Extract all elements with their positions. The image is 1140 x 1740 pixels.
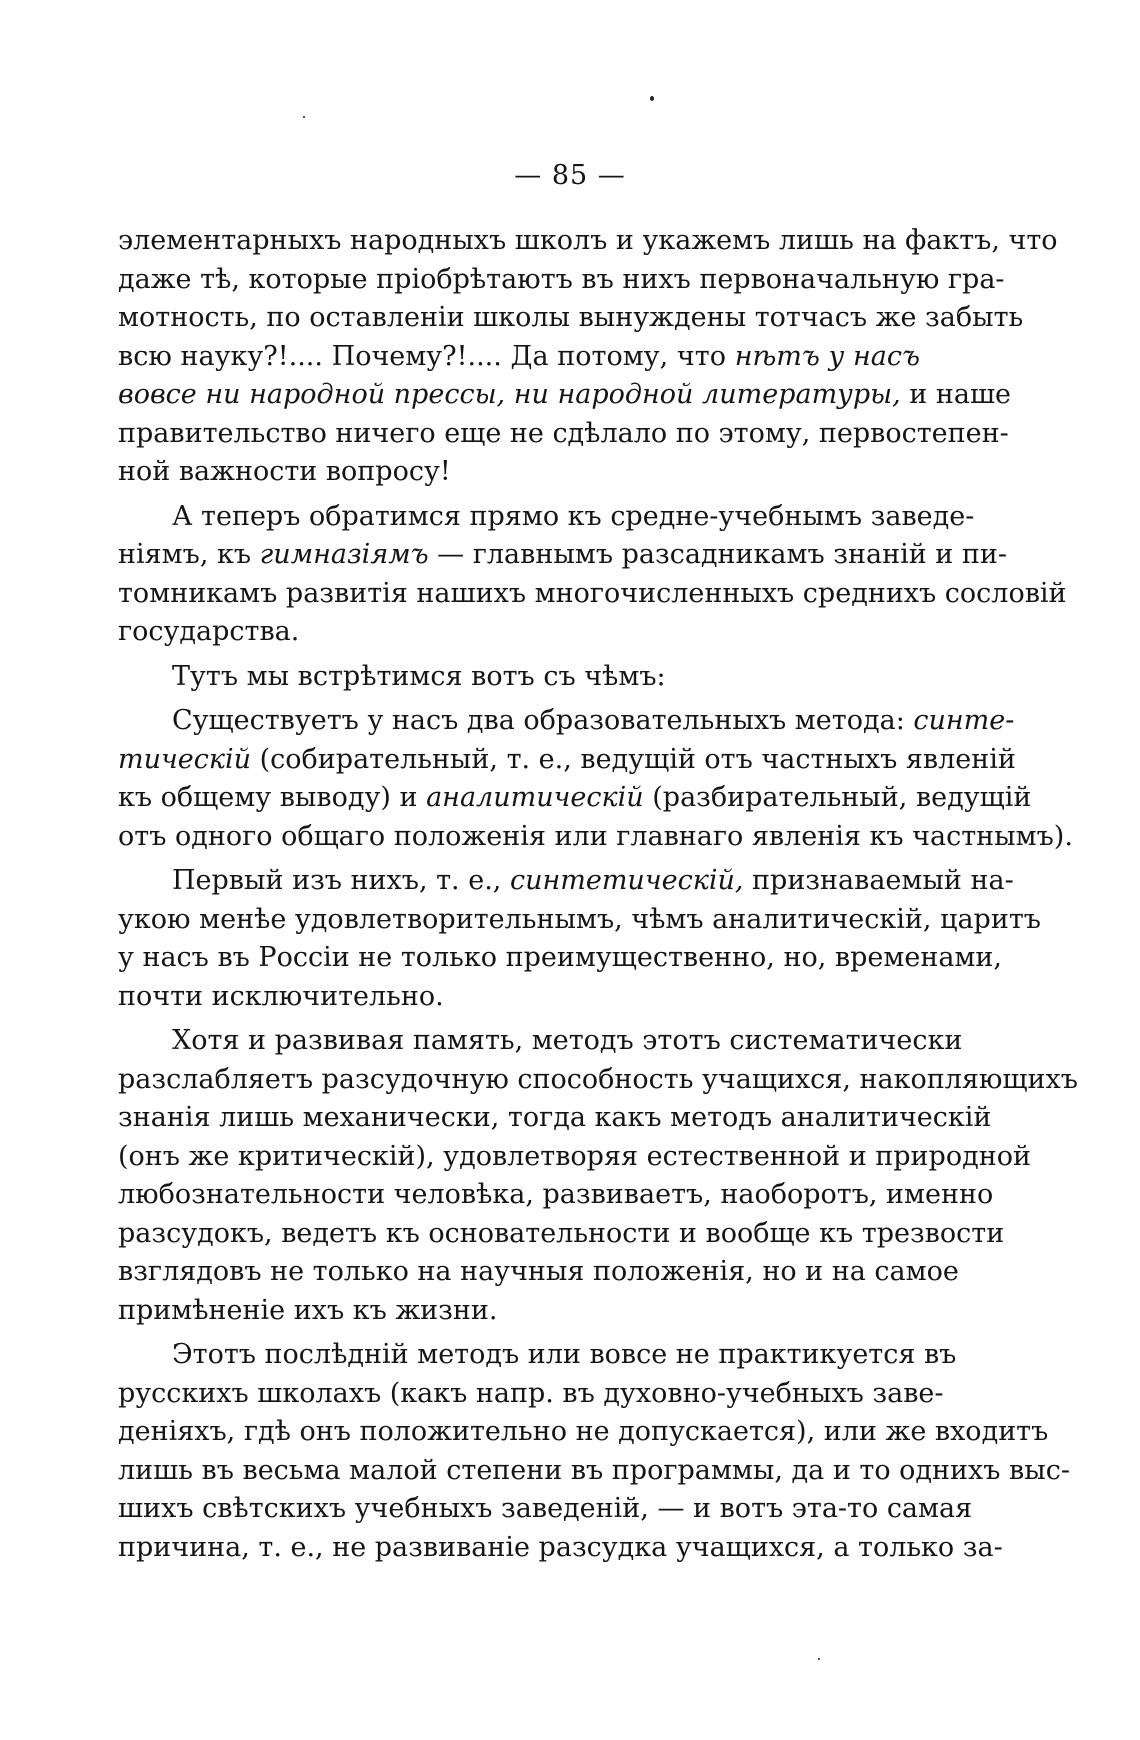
text-line <box>118 613 920 652</box>
text-segment: примѣненіе ихъ къ жизни. <box>118 1294 498 1326</box>
text-line <box>118 299 1024 338</box>
text-line <box>118 702 1015 741</box>
text-segment: почти исключительно. <box>118 980 444 1012</box>
text-segment: и наше <box>900 379 1012 410</box>
text-line <box>118 1176 994 1215</box>
text-line <box>118 1061 1078 1100</box>
text-segment: Тутъ мы встрѣтимся вотъ съ чѣмъ: <box>172 660 666 692</box>
text-line <box>118 338 920 377</box>
paragraph <box>118 862 1041 1016</box>
text-segment: у насъ въ Россіи не только преимущественно, но, временами, <box>118 942 1002 973</box>
text-segment: разсудокъ, ведетъ къ основательности и вообще къ трезвости <box>118 1217 1005 1249</box>
text-line <box>118 978 920 1017</box>
text-segment: Этотъ послѣдній методъ или вовсе не практикуется въ <box>172 1339 957 1370</box>
text-line <box>118 1336 957 1375</box>
page-number: — 85 — <box>514 160 626 191</box>
text-segment: знанія лишь механически, тогда какъ методъ аналитическій <box>118 1102 992 1133</box>
italic-text: тическій <box>118 743 252 775</box>
print-speck <box>303 116 305 118</box>
text-line <box>118 575 1067 614</box>
italic-text: гимназіямъ <box>259 539 429 570</box>
text-line <box>118 862 1014 901</box>
print-speck <box>650 96 654 101</box>
text-line <box>118 415 1009 454</box>
text-segment: шихъ свѣтскихъ учебныхъ заведеній, — и вотъ эта-то самая <box>118 1493 973 1524</box>
text-segment: Существуетъ у насъ два образовательныхъ метода: <box>172 705 914 736</box>
text-segment: ніямъ, къ <box>118 539 260 570</box>
text-line <box>118 779 1032 818</box>
text-line <box>118 1292 920 1331</box>
text-segment: разслабляетъ разсудочную способность учащихся, накопляющихъ <box>118 1063 1078 1095</box>
text-line <box>118 261 1005 300</box>
text-segment: признаваемый на- <box>743 865 1014 896</box>
text-segment: А теперъ обратимся прямо къ средне-учебнымъ заведе- <box>172 500 975 532</box>
italic-text: синте- <box>913 705 1015 736</box>
text-segment: элементарныхъ народныхъ школъ и укажемъ лишь на фактъ, что <box>118 225 1058 256</box>
text-line <box>118 1099 992 1138</box>
text-line <box>118 901 1041 940</box>
paragraph <box>118 498 1067 652</box>
paragraph <box>118 702 1073 856</box>
text-line <box>118 658 920 697</box>
text-line <box>118 453 920 492</box>
italic-text: синтетическій, <box>509 865 744 896</box>
text-segment: русскихъ школахъ (какъ напр. въ духовно-учебныхъ заве- <box>118 1377 944 1409</box>
text-line <box>118 536 1007 575</box>
text-segment: даже тѣ, которые пріобрѣтаютъ въ нихъ первоначальную гра- <box>118 263 1005 295</box>
text-line <box>118 1215 1005 1254</box>
text-line <box>118 1375 944 1414</box>
text-line <box>118 1022 963 1061</box>
italic-text: вовсе ни народной прессы, ни народной литературы, <box>118 379 901 410</box>
text-line <box>118 818 1073 857</box>
text-segment: причина, т. е., не развиваніе разсудка учащихся, а только за- <box>118 1531 1003 1563</box>
text-segment: укою менѣе удовлетворительнымъ, чѣмъ аналитическій, царитъ <box>118 903 1041 935</box>
text-segment: любознательности человѣка, развиваетъ, наоборотъ, именно <box>118 1179 994 1210</box>
text-segment: государства. <box>118 616 300 647</box>
text-segment: взглядовъ не только на научныя положенія, но и на самое <box>118 1256 959 1287</box>
text-segment: деніяхъ, гдѣ онъ положительно не допускается), или же входитъ <box>118 1416 1049 1447</box>
text-segment: къ общему выводу) и <box>118 782 427 813</box>
text-line <box>118 1452 1070 1491</box>
text-line <box>118 1413 1049 1452</box>
text-line <box>118 939 1002 978</box>
text-line <box>118 1253 959 1292</box>
text-line <box>118 1529 1003 1568</box>
text-segment: Хотя и развивая память, методъ этотъ систематически <box>172 1025 963 1056</box>
text-segment: правительство ничего еще не сдѣлало по этому, первостепен- <box>118 417 1009 449</box>
text-segment: отъ одного общаго положенія или главнаго явленія къ частнымъ). <box>118 820 1073 852</box>
italic-text: нѣтъ у насъ <box>734 340 920 372</box>
text-segment: (онъ же критическій), удовлетворяя естественной и природной <box>118 1140 1031 1172</box>
text-segment: (собирательный, т. е., ведущій отъ частныхъ явленій <box>251 743 1016 775</box>
page-body-text <box>118 222 1078 1567</box>
text-segment: лишь въ весьма малой степени въ программы, да и то однихъ выс- <box>118 1454 1070 1486</box>
text-segment: — главнымъ разсадникамъ знаній и пи- <box>428 539 1007 570</box>
text-segment: (разбирательный, ведущій <box>643 782 1032 813</box>
paragraph <box>118 222 1058 492</box>
text-line <box>118 1138 1031 1177</box>
text-line <box>118 222 1058 261</box>
text-line <box>118 741 1016 780</box>
text-segment: томникамъ развитія нашихъ многочисленныхъ среднихъ сословій <box>118 577 1067 609</box>
text-segment: всю науку?!.... Почему?!.... Да потому, что <box>118 340 735 372</box>
paragraph <box>118 658 920 697</box>
text-segment: мотность, по оставленіи школы вынуждены тотчасъ же забыть <box>118 302 1024 333</box>
text-line <box>118 376 1012 415</box>
text-segment: ной важности вопросу! <box>118 456 451 487</box>
italic-text: аналитическій <box>426 782 644 813</box>
paragraph <box>118 1022 1078 1330</box>
text-line <box>118 498 975 537</box>
text-line <box>118 1490 973 1529</box>
text-segment: Первый изъ нихъ, т. е., <box>172 865 510 896</box>
print-speck <box>818 1658 820 1660</box>
paragraph <box>118 1336 1070 1567</box>
